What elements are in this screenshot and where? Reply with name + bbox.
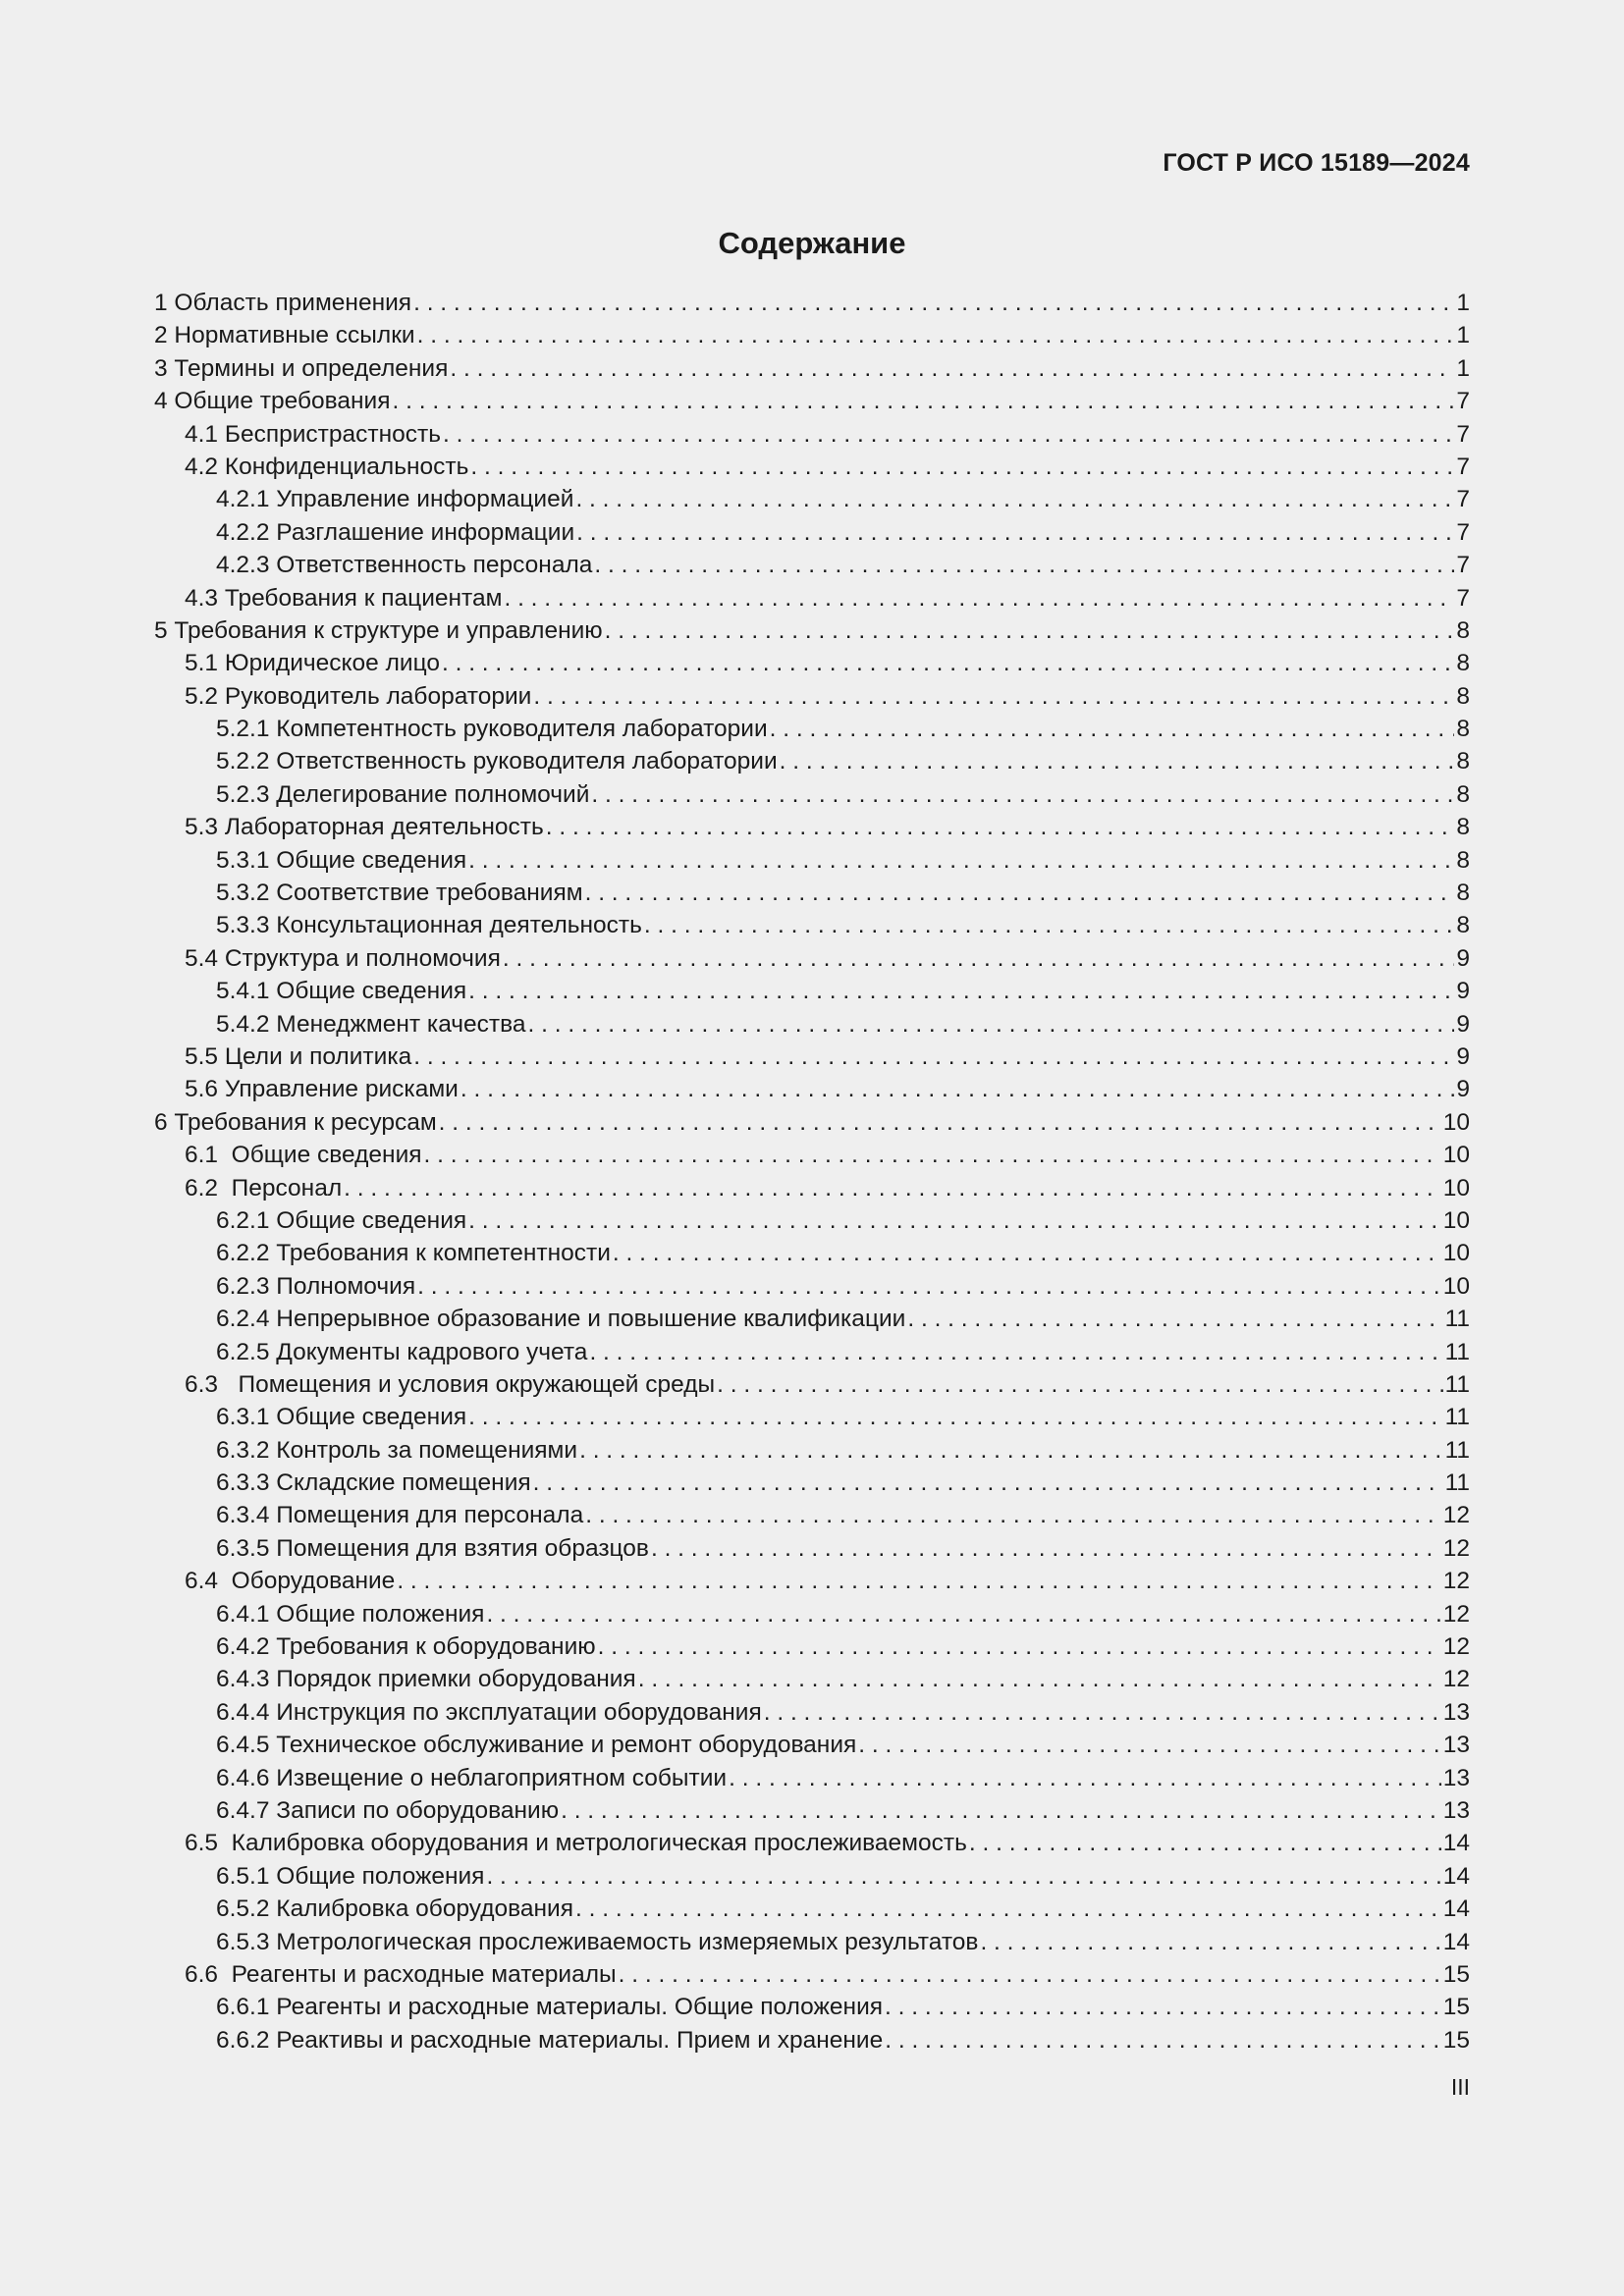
toc-entry-page: 1 <box>1456 322 1470 349</box>
toc-entry-title: 6.4 Оборудование <box>185 1568 396 1595</box>
toc-entry-title: 6.3.1 Общие сведения <box>216 1404 467 1431</box>
table-of-contents <box>154 287 1470 2056</box>
toc-leader-dots <box>589 1336 1442 1368</box>
toc-entry[interactable] <box>154 1499 1470 1531</box>
toc-entry[interactable] <box>154 1368 1470 1401</box>
toc-entry-title: 4.2 Конфиденциальность <box>185 453 469 480</box>
toc-entry[interactable] <box>154 778 1470 811</box>
toc-leader-dots <box>533 680 1454 713</box>
toc-entry-title: 6.4.1 Общие положения <box>216 1600 485 1628</box>
toc-entry-title: 4.2.3 Ответственность персонала <box>216 552 593 579</box>
toc-leader-dots <box>598 1630 1441 1663</box>
toc-entry[interactable] <box>154 2024 1470 2056</box>
toc-entry-page: 11 <box>1444 1469 1470 1497</box>
toc-entry[interactable] <box>154 516 1470 549</box>
toc-entry[interactable] <box>154 1106 1470 1139</box>
toc-leader-dots <box>450 352 1454 385</box>
toc-entry[interactable] <box>154 287 1470 319</box>
toc-leader-dots <box>613 1237 1441 1269</box>
toc-entry-title: 6.3.4 Помещения для персонала <box>216 1502 584 1529</box>
toc-entry-page: 8 <box>1456 880 1470 907</box>
toc-entry-page: 10 <box>1442 1240 1470 1267</box>
toc-entry-page: 7 <box>1456 420 1470 448</box>
toc-leader-dots <box>424 1139 1441 1171</box>
toc-entry[interactable] <box>154 319 1470 351</box>
toc-entry-title: 4.3 Требования к пациентам <box>185 584 503 612</box>
toc-entry[interactable] <box>154 745 1470 777</box>
toc-entry-title: 6.4.2 Требования к оборудованию <box>216 1633 596 1661</box>
toc-entry-page: 12 <box>1442 1600 1470 1628</box>
toc-entry-title: 6.2.4 Непрерывное образование и повышение квалификации <box>216 1306 906 1333</box>
toc-leader-dots <box>605 614 1455 647</box>
toc-entry[interactable] <box>154 942 1470 975</box>
toc-leader-dots <box>397 1565 1440 1597</box>
toc-entry-page: 7 <box>1456 584 1470 612</box>
toc-entry[interactable] <box>154 647 1470 679</box>
toc-entry-page: 12 <box>1442 1633 1470 1661</box>
toc-leader-dots <box>460 1073 1455 1105</box>
toc-entry[interactable] <box>154 1762 1470 1794</box>
toc-entry[interactable] <box>154 352 1470 385</box>
toc-leader-dots <box>729 1762 1441 1794</box>
toc-entry-page: 7 <box>1456 552 1470 579</box>
toc-entry-title: 6.3.2 Контроль за помещениями <box>216 1436 578 1464</box>
toc-leader-dots <box>468 975 1454 1007</box>
toc-leader-dots <box>486 1598 1440 1630</box>
toc-entry-page: 10 <box>1442 1174 1470 1201</box>
toc-entry[interactable] <box>154 1696 1470 1729</box>
toc-entry-page: 12 <box>1442 1534 1470 1562</box>
toc-leader-dots <box>770 713 1455 745</box>
toc-entry[interactable] <box>154 1958 1470 1991</box>
toc-leader-dots <box>468 1401 1442 1433</box>
toc-leader-dots <box>644 909 1454 941</box>
toc-entry-title: 6.6.2 Реактивы и расходные материалы. Прием и хранение <box>216 2026 884 2054</box>
toc-entry-page: 11 <box>1444 1436 1470 1464</box>
toc-entry[interactable] <box>154 1303 1470 1335</box>
toc-entry-page: 13 <box>1442 1764 1470 1791</box>
toc-leader-dots <box>594 549 1454 581</box>
toc-leader-dots <box>885 1991 1441 2023</box>
toc-leader-dots <box>561 1794 1441 1827</box>
toc-entry-title: 6.4.3 Порядок приемки оборудования <box>216 1666 636 1693</box>
toc-entry-title: 5.2.2 Ответственность руководителя лаборатории <box>216 748 778 775</box>
toc-entry[interactable] <box>154 680 1470 713</box>
toc-leader-dots <box>486 1860 1440 1893</box>
toc-leader-dots <box>969 1827 1441 1859</box>
toc-leader-dots <box>764 1696 1441 1729</box>
toc-entry-title: 5.6 Управление рисками <box>185 1076 459 1103</box>
toc-entry[interactable] <box>154 1532 1470 1565</box>
toc-entry-title: 5.2.3 Делегирование полномочий <box>216 780 590 808</box>
toc-entry-page: 7 <box>1456 388 1470 415</box>
toc-leader-dots <box>885 2024 1441 2056</box>
toc-entry[interactable] <box>154 713 1470 745</box>
toc-leader-dots <box>528 1008 1455 1041</box>
toc-entry[interactable] <box>154 1663 1470 1695</box>
toc-entry-title: 5.3.1 Общие сведения <box>216 846 467 874</box>
toc-entry[interactable] <box>154 418 1470 451</box>
toc-entry[interactable] <box>154 614 1470 647</box>
toc-leader-dots <box>575 1893 1441 1925</box>
toc-leader-dots <box>546 811 1455 843</box>
toc-entry-page: 14 <box>1442 1862 1470 1890</box>
toc-entry-page: 1 <box>1456 290 1470 316</box>
toc-leader-dots <box>503 942 1455 975</box>
toc-entry[interactable] <box>154 1008 1470 1041</box>
toc-entry-page: 12 <box>1442 1502 1470 1529</box>
toc-leader-dots <box>470 451 1454 483</box>
toc-entry-title: 6.6 Реагенты и расходные материалы <box>185 1960 617 1988</box>
toc-entry-page: 1 <box>1456 354 1470 382</box>
toc-entry-title: 5.1 Юридическое лицо <box>185 650 440 677</box>
toc-entry-title: 6.6.1 Реагенты и расходные материалы. Общие положения <box>216 1994 884 2021</box>
toc-entry-page: 14 <box>1442 1928 1470 1955</box>
toc-leader-dots <box>591 778 1454 811</box>
toc-entry-page: 7 <box>1456 518 1470 546</box>
toc-leader-dots <box>585 1499 1441 1531</box>
toc-entry[interactable] <box>154 483 1470 515</box>
toc-entry-page: 12 <box>1442 1666 1470 1693</box>
toc-entry[interactable] <box>154 1893 1470 1925</box>
toc-entry-page: 12 <box>1442 1568 1470 1595</box>
toc-entry[interactable] <box>154 877 1470 909</box>
toc-leader-dots <box>442 647 1454 679</box>
toc-leader-dots <box>468 844 1454 877</box>
toc-entry-page: 9 <box>1456 1042 1470 1070</box>
toc-entry-title: 4.2.2 Разглашение информации <box>216 518 575 546</box>
toc-entry-page: 7 <box>1456 453 1470 480</box>
toc-entry-page: 15 <box>1442 2026 1470 2054</box>
toc-entry-title: 3 Термины и определения <box>154 354 449 382</box>
toc-entry-page: 8 <box>1456 748 1470 775</box>
toc-entry-page: 8 <box>1456 912 1470 939</box>
toc-entry-title: 5.2.1 Компетентность руководителя лаборатории <box>216 716 768 743</box>
toc-entry-title: 6.4.6 Извещение о неблагоприятном событии <box>216 1764 728 1791</box>
toc-entry-title: 1 Область применения <box>154 290 412 316</box>
toc-leader-dots <box>417 319 1455 351</box>
toc-leader-dots <box>443 418 1454 451</box>
toc-entry-title: 6.3 Помещения и условия окружающей среды <box>185 1370 716 1398</box>
toc-entry[interactable] <box>154 1827 1470 1859</box>
toc-entry-title: 5.4.1 Общие сведения <box>216 978 467 1005</box>
toc-entry-page: 11 <box>1444 1338 1470 1365</box>
toc-leader-dots <box>651 1532 1441 1565</box>
toc-leader-dots <box>439 1106 1441 1139</box>
toc-entry-page: 9 <box>1456 944 1470 972</box>
toc-leader-dots <box>468 1204 1441 1237</box>
toc-entry-title: 6.2.2 Требования к компетентности <box>216 1240 611 1267</box>
toc-entry-title: 5.3 Лабораторная деятельность <box>185 814 544 841</box>
toc-entry[interactable] <box>154 1041 1470 1073</box>
page-number: III <box>1450 2074 1470 2100</box>
toc-leader-dots <box>504 582 1454 614</box>
toc-entry-page: 15 <box>1442 1994 1470 2021</box>
toc-leader-dots <box>858 1729 1440 1761</box>
toc-entry-title: 5.4 Структура и полномочия <box>185 944 501 972</box>
toc-leader-dots <box>619 1958 1441 1991</box>
toc-entry[interactable] <box>154 1237 1470 1269</box>
toc-entry-title: 6.5.3 Метрологическая прослеживаемость измеряемых результатов <box>216 1928 979 1955</box>
toc-entry-title: 4.2.1 Управление информацией <box>216 486 574 513</box>
toc-leader-dots <box>576 516 1454 549</box>
toc-entry-page: 13 <box>1442 1698 1470 1726</box>
toc-entry-title: 6.4.5 Техническое обслуживание и ремонт оборудования <box>216 1732 857 1759</box>
toc-entry-page: 11 <box>1444 1306 1470 1333</box>
toc-entry[interactable] <box>154 909 1470 941</box>
toc-entry-page: 10 <box>1442 1142 1470 1169</box>
toc-entry-page: 8 <box>1456 846 1470 874</box>
toc-leader-dots <box>413 1041 1454 1073</box>
toc-leader-dots <box>907 1303 1442 1335</box>
toc-entry-title: 6.4.7 Записи по оборудованию <box>216 1796 560 1824</box>
toc-entry-title: 5 Требования к структуре и управлению <box>154 616 603 644</box>
toc-entry-page: 10 <box>1442 1108 1470 1136</box>
toc-leader-dots <box>393 385 1455 417</box>
toc-entry-title: 6.5.1 Общие положения <box>216 1862 485 1890</box>
toc-leader-dots <box>638 1663 1441 1695</box>
toc-entry-page: 11 <box>1444 1404 1470 1431</box>
toc-entry[interactable] <box>154 1073 1470 1105</box>
toc-entry[interactable] <box>154 549 1470 581</box>
toc-entry[interactable] <box>154 1172 1470 1204</box>
toc-entry-page: 7 <box>1456 486 1470 513</box>
toc-entry-page: 10 <box>1442 1206 1470 1234</box>
toc-entry[interactable] <box>154 1204 1470 1237</box>
toc-entry[interactable] <box>154 1434 1470 1467</box>
toc-entry[interactable] <box>154 1270 1470 1303</box>
toc-entry-title: 6.3.5 Помещения для взятия образцов <box>216 1534 649 1562</box>
toc-entry-title: 2 Нормативные ссылки <box>154 322 415 349</box>
toc-entry-page: 8 <box>1456 682 1470 710</box>
toc-entry-title: 6.4.4 Инструкция по эксплуатации оборудования <box>216 1698 762 1726</box>
toc-entry-page: 8 <box>1456 814 1470 841</box>
toc-entry[interactable] <box>154 1794 1470 1827</box>
toc-leader-dots <box>344 1172 1441 1204</box>
toc-entry-title: 5.3.2 Соответствие требованиям <box>216 880 583 907</box>
toc-entry-page: 11 <box>1444 1370 1470 1398</box>
toc-entry-title: 6.2.1 Общие сведения <box>216 1206 467 1234</box>
toc-leader-dots <box>575 483 1454 515</box>
toc-entry[interactable] <box>154 385 1470 417</box>
toc-leader-dots <box>533 1467 1443 1499</box>
toc-leader-dots <box>413 287 1454 319</box>
toc-title: Содержание <box>718 226 906 260</box>
toc-leader-dots <box>780 745 1455 777</box>
toc-leader-dots <box>579 1434 1442 1467</box>
toc-entry[interactable] <box>154 1467 1470 1499</box>
toc-entry-page: 14 <box>1442 1830 1470 1857</box>
toc-entry-page: 9 <box>1456 1076 1470 1103</box>
toc-entry[interactable] <box>154 1336 1470 1368</box>
toc-entry-page: 14 <box>1442 1896 1470 1923</box>
toc-entry-title: 5.3.3 Консультационная деятельность <box>216 912 642 939</box>
toc-entry-title: 6.2.3 Полномочия <box>216 1272 416 1300</box>
toc-entry-page: 8 <box>1456 780 1470 808</box>
toc-entry[interactable] <box>154 451 1470 483</box>
toc-entry-title: 6.1 Общие сведения <box>185 1142 422 1169</box>
toc-entry-page: 8 <box>1456 716 1470 743</box>
toc-entry-page: 13 <box>1442 1732 1470 1759</box>
toc-entry[interactable] <box>154 1991 1470 2023</box>
toc-entry[interactable] <box>154 1401 1470 1433</box>
toc-entry-page: 10 <box>1442 1272 1470 1300</box>
toc-entry[interactable] <box>154 1630 1470 1663</box>
toc-entry[interactable] <box>154 1565 1470 1597</box>
toc-entry-title: 6.5.2 Калибровка оборудования <box>216 1896 574 1923</box>
document-code: ГОСТ Р ИСО 15189—2024 <box>1163 149 1470 177</box>
toc-entry-page: 8 <box>1456 650 1470 677</box>
toc-entry-title: 6.5 Калибровка оборудования и метрологическая прослеживаемость <box>185 1830 967 1857</box>
toc-leader-dots <box>980 1926 1440 1958</box>
toc-entry[interactable] <box>154 1729 1470 1761</box>
toc-entry[interactable] <box>154 1598 1470 1630</box>
toc-leader-dots <box>717 1368 1442 1401</box>
toc-entry-page: 13 <box>1442 1796 1470 1824</box>
toc-entry-title: 6.3.3 Складские помещения <box>216 1469 531 1497</box>
toc-entry[interactable] <box>154 1860 1470 1893</box>
toc-entry-title: 5.2 Руководитель лаборатории <box>185 682 532 710</box>
toc-entry-title: 6.2 Персонал <box>185 1174 343 1201</box>
toc-entry[interactable] <box>154 975 1470 1007</box>
toc-entry-page: 8 <box>1456 616 1470 644</box>
toc-entry[interactable] <box>154 582 1470 614</box>
toc-entry[interactable] <box>154 1926 1470 1958</box>
toc-leader-dots <box>417 1270 1441 1303</box>
toc-entry-page: 9 <box>1456 978 1470 1005</box>
toc-entry-title: 4.1 Беспристрастность <box>185 420 441 448</box>
toc-entry-title: 4 Общие требования <box>154 388 391 415</box>
toc-entry-title: 5.5 Цели и политика <box>185 1042 412 1070</box>
toc-entry[interactable] <box>154 1139 1470 1171</box>
toc-entry-page: 15 <box>1442 1960 1470 1988</box>
toc-leader-dots <box>585 877 1455 909</box>
toc-entry-title: 6 Требования к ресурсам <box>154 1108 437 1136</box>
toc-entry-title: 5.4.2 Менеджмент качества <box>216 1010 526 1038</box>
toc-entry-page: 9 <box>1456 1010 1470 1038</box>
toc-entry-title: 6.2.5 Документы кадрового учета <box>216 1338 588 1365</box>
toc-entry[interactable] <box>154 811 1470 843</box>
toc-entry[interactable] <box>154 844 1470 877</box>
